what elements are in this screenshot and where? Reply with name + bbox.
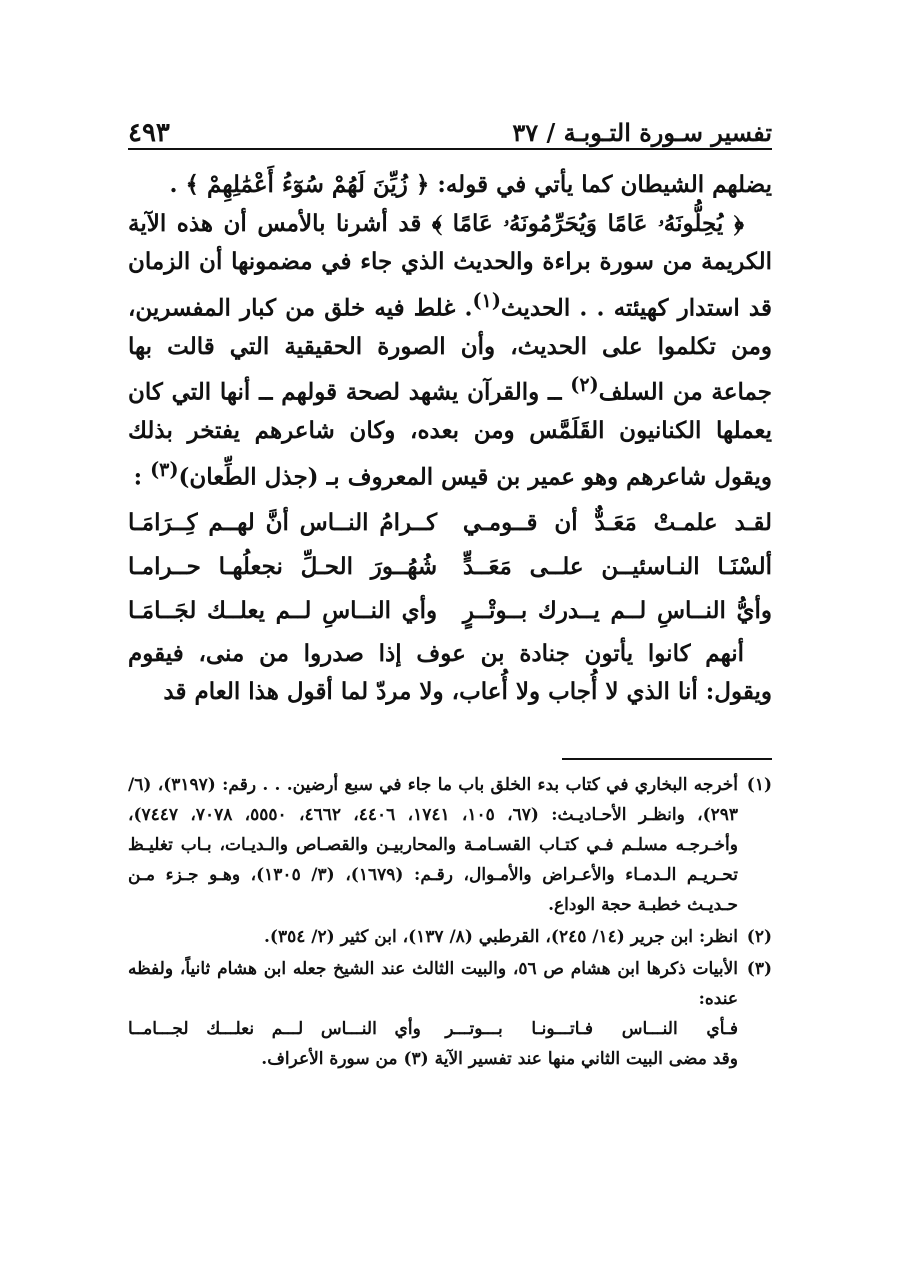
verse-second-hemistich: وأي النـــاس لـــم نعلـــك لجـــامــا — [128, 1019, 421, 1039]
running-header — [128, 112, 772, 152]
footnote-number: (٣) — [746, 959, 772, 979]
footnote-ref-1[interactable]: (١) — [472, 288, 501, 312]
footnote-tail: وقد مضى البيت الثاني منها عند تفسير الآية (٣) من سورة الأعراف. — [261, 1049, 738, 1069]
verse-first-hemistich: وأيُّ النــاسِ لــم يــدرك بــوتْــرٍ — [462, 596, 772, 624]
footnote-rule — [562, 758, 772, 760]
footnote-ref-3[interactable]: (٣) — [150, 457, 179, 481]
footnote-text: أخرجه البخاري في كتاب بدء الخلق باب ما جاء في سبع أرضين. . . رقم: (٣١٩٧)، (٦/ ٢٩٣)، وانظـر الأحـاديـث: (٦٧، ١٠٥، ١٧٤١، ٤٤٠٦، ٤٦٦٢، ٥٥٥٠، ٧٠٧٨، ٧٤٤٧)، وأخـرجـه مسلـم فـي كتـاب القسـامـة والمحاربيـن والقصـاص والـديـات، بـاب تغليـظ تحـريـم الـدمـاء والأعـراض والأمـوال، رقـم: (١٦٧٩)، (٣/ ١٣٠٥)، وهـو جـزء مـن حـديـث خطبـة حجة الوداع. — [128, 775, 739, 915]
header-rule — [128, 148, 772, 150]
main-text — [128, 166, 772, 712]
paragraph-3: أنهم كانوا يأتون جنادة بن عوف إذا صدروا من منى، فيقوم ويقول: أنا الذي لا أُجاب ولا أُعاب، ولا مردّ لما أقول هذا العام قد — [128, 639, 772, 706]
footnote-text: الأبيات ذكرها ابن هشام ص ٥٦، والبيت الثالث عند الشيخ جعله ابن هشام ثانياً، ولفظه عنده: فـأي النـــاس فـاتـــونـا بـــوتـــر وأي النـــاس لـــم نعلـــك لجـــامــا وقد مضى البيت الثاني منها عند تفسير الآية (٣) من سورة الأعراف. — [128, 959, 738, 1069]
footnote-ref-2[interactable]: (٢) — [570, 373, 599, 397]
footnote-3 — [128, 954, 772, 1074]
quran-quote: ﴿ يُحِلُّونَهُۥ عَامًا وَيُحَرِّمُونَهُۥ عَامًا ﴾ — [431, 209, 744, 237]
footnote-verse — [128, 1014, 738, 1044]
verse-first-hemistich: لقـد علمـتْ مَعَـدٌّ أن قــومـي — [462, 508, 772, 536]
verse-second-hemistich: كــرامُ النــاس أنَّ لهــم كِــرَامَـا — [128, 508, 438, 536]
footnote-text: انظر: ابن جرير (١٤/ ٢٤٥)، القرطبي (٨/ ١٣٧)، ابن كثير (٢/ ٣٥٤). — [264, 927, 738, 947]
verse-second-hemistich: وأي النــاسِ لــم يعلــك لجَــامَـا — [128, 596, 438, 624]
verse-line — [128, 545, 772, 589]
footnote-number: (١) — [746, 775, 772, 795]
paragraph-1: يضلهم الشيطان كما يأتي في قوله: ﴿ زُيِّنَ لَهُمْ سُوٓءُ أَعْمَٰلِهِمْ ﴾ . — [169, 171, 772, 198]
verse-line — [128, 589, 772, 633]
verse-first-hemistich: ألسْنَـا النـاسئيــن علــى مَعَــدٍّ — [462, 552, 772, 580]
verse-first-hemistich: فـأي النـــاس فـاتـــونـا بـــوتـــر — [445, 1019, 738, 1039]
verse-second-hemistich: شُهُــورَ الحـلِّ نجعلُهـا حــرامـا — [128, 552, 438, 580]
footnote-number: (٢) — [746, 927, 772, 947]
footnote-1 — [128, 770, 772, 920]
footnote-2 — [128, 922, 772, 952]
verse-line — [128, 501, 772, 545]
poem-verses — [128, 501, 772, 633]
page-number: ٤٩٣ — [128, 118, 170, 148]
book-page — [128, 0, 772, 1271]
paragraph-2: ﴿ يُحِلُّونَهُۥ عَامًا وَيُحَرِّمُونَهُۥ عَامًا ﴾ قد أشرنا بالأمس أن هذه الآية الكريمة من سورة براءة والحديث الذي جاء في مضمونها أن الزمان قد استدار كهيئته . . الحديث$^{(١)}$. غلط فيه خلق من كبار المفسرين، ومن تكلموا على الحديث، وأن الصورة الحقيقية التي قالت بها جماعة من السلف$^{(٢)}$ ــ والقرآن يشهد لصحة قولهم ــ أنها التي كان يعملها الكنانيون القَلَمَّس ومن بعده، وكان شاعرهم يفتخر بذلك ويقول شاعرهم وهو عمير بن قيس المعروف بـ (جذل الطِّعان)$^{(٣)}$ : — [128, 209, 773, 491]
footnotes — [128, 770, 772, 1076]
header-title: تفسير سـورة التـوبـة / ٣٧ — [512, 118, 772, 147]
